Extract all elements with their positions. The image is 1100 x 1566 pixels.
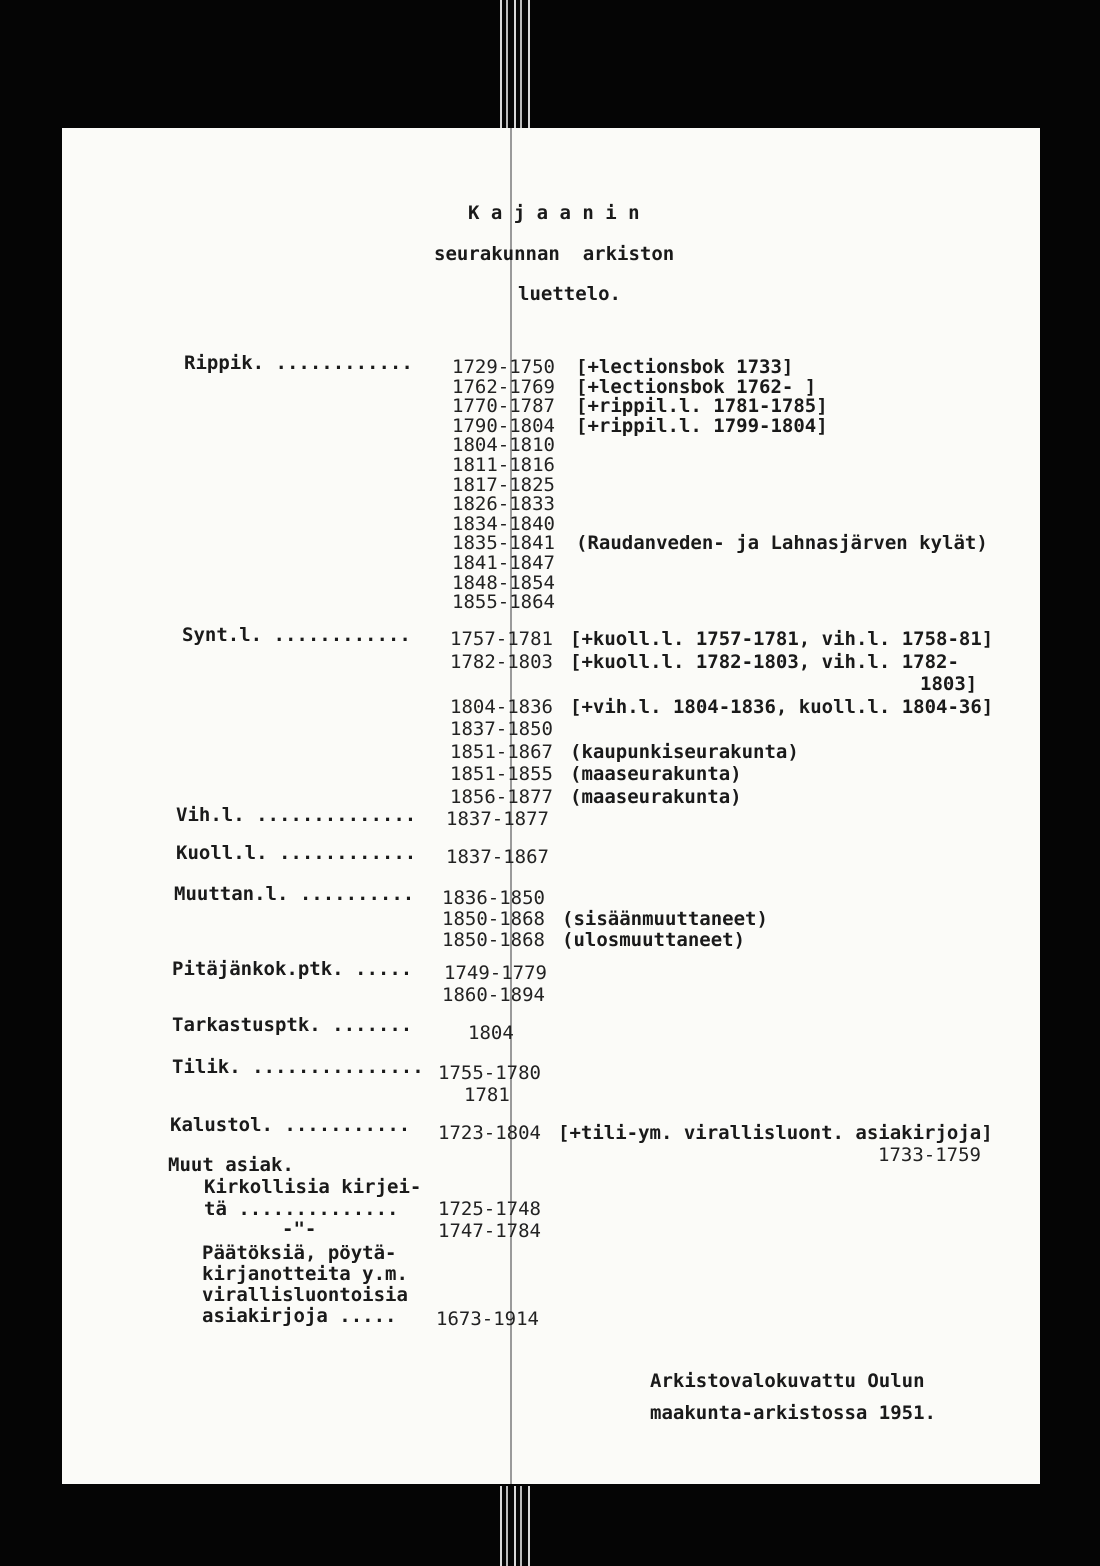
kalustol-note-years: 1733-1759 [878,1144,981,1166]
film-edge-marks-top [500,0,530,128]
rippik-note-2: [+lectionsbok 1762- ] [576,375,817,398]
rippik-note-4: [+rippil.l. 1799-1804] [576,414,828,437]
synt-note-6: (kaupunkiseurakunta) [570,740,799,763]
paatoksia-years: 1673-1914 [436,1308,539,1330]
document-page [62,128,1040,1484]
muuttan-label: Muuttan.l. .......... [174,883,415,905]
paatoksia-line-3: virallisluontoisia [202,1284,408,1306]
kirkollisia-line-1: Kirkollisia kirjei- [204,1176,422,1198]
rippik-note-3: [+rippil.l. 1781-1785] [576,395,828,418]
kalustol-note: [+tili-ym. virallisluont. asiakirjoja] [558,1122,993,1144]
pitajankok-label: Pitäjänkok.ptk. ..... [172,958,413,980]
synt-years-2: 1782-1803 [450,650,553,673]
pitajankok-years-2: 1860-1894 [442,984,545,1006]
muuttan-note-3: (ulosmuuttaneet) [562,929,746,951]
ditto-years: 1747-1784 [438,1220,541,1242]
rippik-note-1: [+lectionsbok 1733] [576,356,794,378]
synt-years-8: 1856-1877 [450,785,553,808]
vih-label: Vih.l. .............. [176,804,417,826]
rippik-years-9: 1834-1840 [452,512,555,535]
kalustol-years: 1723-1804 [438,1122,541,1144]
title-line-3: luettelo. [518,283,621,305]
synt-note-3: 1803] [920,673,978,695]
synt-years-1: 1757-1781 [450,628,553,650]
footer-line-2: maakunta-arkistossa 1951. [650,1402,936,1424]
rippik-years-8: 1826-1833 [452,493,555,516]
title-line-2: seurakunnan arkiston [434,243,675,265]
rippik-years-4: 1790-1804 [452,414,555,437]
title-line-1: K a j a a n i n [468,202,640,224]
kalustol-label: Kalustol. ........... [170,1114,411,1136]
tilik-label: Tilik. ............... [172,1056,424,1078]
paatoksia-line-2: kirjanotteita y.m. [202,1263,408,1285]
synt-note-8: (maaseurakunta) [570,785,742,808]
rippik-years-12: 1848-1854 [452,571,555,594]
footer-line-1: Arkistovalokuvattu Oulun [650,1370,925,1392]
kuoll-years: 1837-1867 [446,846,549,868]
vih-years: 1837-1877 [446,808,549,830]
tarkastus-years: 1804 [468,1022,514,1044]
pitajankok-years-1: 1749-1779 [444,962,547,984]
synt-years-7: 1851-1855 [450,763,553,785]
synt-note-2: [+kuoll.l. 1782-1803, vih.l. 1782- [570,650,959,673]
rippik-years-11: 1841-1847 [452,552,555,574]
rippik-years-5: 1804-1810 [452,434,555,457]
muuttan-years-3: 1850-1868 [442,929,545,951]
synt-years-5: 1837-1850 [450,718,553,740]
film-edge-marks-bottom [500,1486,530,1566]
muut-label: Muut asiak. [168,1154,294,1176]
ditto-mark: -"- [282,1218,317,1240]
kirkollisia-years: 1725-1748 [438,1198,541,1220]
tilik-years-1: 1755-1780 [438,1062,541,1084]
rippik-years-6: 1811-1816 [452,454,555,476]
paatoksia-line-4: asiakirjoja ..... [202,1305,397,1327]
rippik-years-7: 1817-1825 [452,473,555,496]
synt-note-4: [+vih.l. 1804-1836, kuoll.l. 1804-36] [570,695,994,718]
tarkastus-label: Tarkastusptk. ....... [172,1014,413,1036]
rippik-note-10: (Raudanveden- ja Lahnasjärven kylät) [576,532,988,555]
synt-label: Synt.l. ............ [182,624,411,646]
rippik-label: Rippik. ............ [184,352,413,374]
muuttan-years-1: 1836-1850 [442,887,545,909]
rippik-years-2: 1762-1769 [452,375,555,398]
paatoksia-line-1: Päätöksiä, pöytä- [202,1242,397,1264]
rippik-years-1: 1729-1750 [452,356,555,378]
synt-years-6: 1851-1867 [450,740,553,763]
synt-note-1: [+kuoll.l. 1757-1781, vih.l. 1758-81] [570,628,994,650]
rippik-years-13: 1855-1864 [452,591,555,614]
synt-years-4: 1804-1836 [450,695,553,718]
rippik-years-3: 1770-1787 [452,395,555,418]
kirkollisia-line-2: tä .............. [204,1198,399,1220]
synt-note-7: (maaseurakunta) [570,763,742,785]
kuoll-label: Kuoll.l. ............ [176,842,417,864]
muuttan-years-2: 1850-1868 [442,908,545,930]
tilik-years-2: 1781 [464,1084,510,1106]
rippik-years-10: 1835-1841 [452,532,555,555]
muuttan-note-2: (sisäänmuuttaneet) [562,908,768,930]
